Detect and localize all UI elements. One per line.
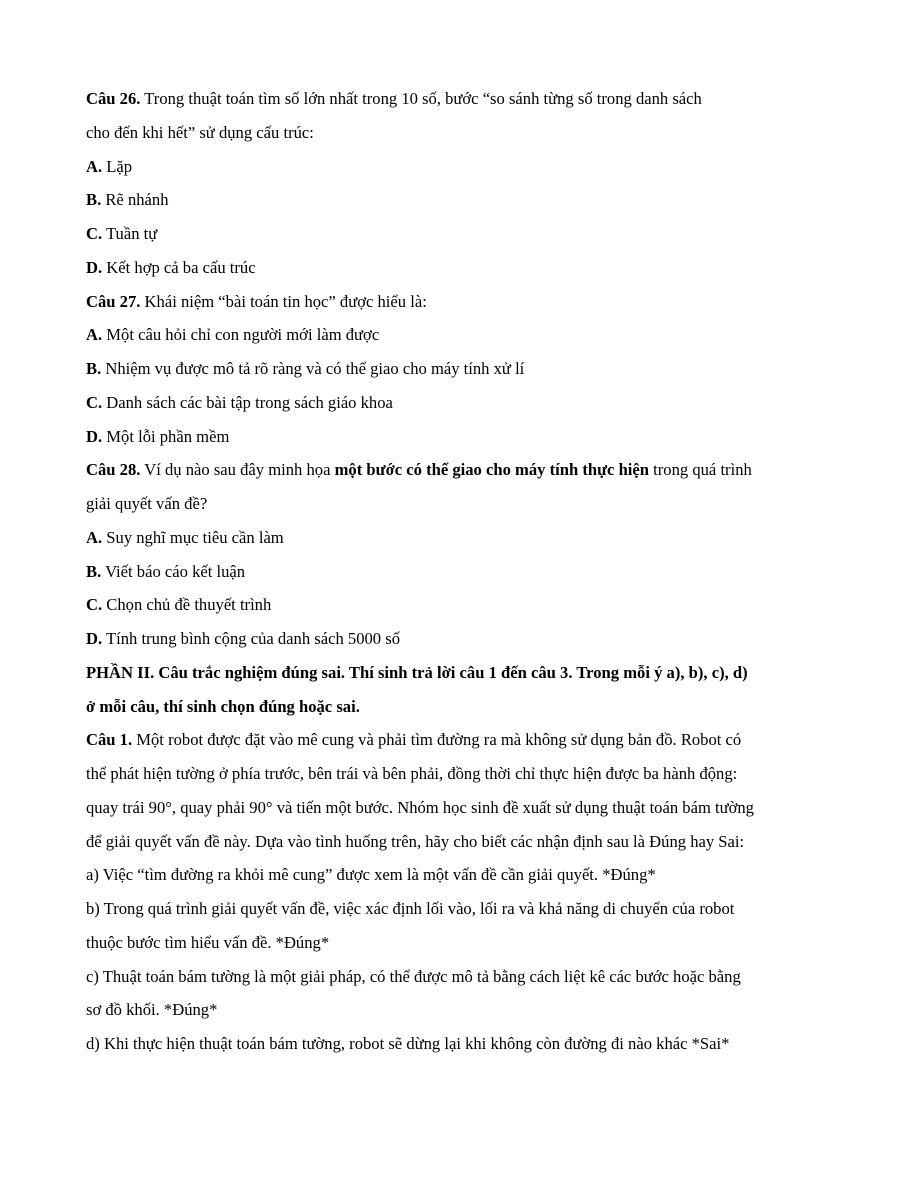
q27-stem-text-1: Khái niệm “bài toán tin học” được hiểu là: <box>140 291 427 311</box>
s2q1-item-c-line-1: c) Thuật toán bám tường là một giải pháp, có thể được mô tả bằng cách liệt kê các bước hoặc bằng <box>86 966 741 986</box>
option-text: Một câu hỏi chỉ con người mới làm được <box>102 325 380 345</box>
option-text: Tuần tự <box>102 224 158 243</box>
q28-option-b <box>86 559 886 593</box>
q27-label: Câu 27. <box>86 291 141 311</box>
document-page <box>86 86 886 1065</box>
option-letter: A. <box>86 325 103 345</box>
s2q1-stem-line-2: thể phát hiện tường ở phía trước, bên trái và bên phải, đồng thời chỉ thực hiện được ba hành động: <box>86 764 738 783</box>
s2q1-item-d: d) Khi thực hiện thuật toán bám tường, robot sẽ dừng lại khi không còn đường đi nào khác *Sai* <box>86 1034 730 1053</box>
q27-option-b <box>86 356 886 390</box>
q27-stem-line-1 <box>86 289 886 323</box>
option-text: Một lỗi phần mềm <box>102 426 230 446</box>
option-letter: C. <box>86 595 103 615</box>
option-letter: A. <box>86 527 103 547</box>
option-letter: B. <box>86 359 102 378</box>
q27-option-a <box>86 322 886 356</box>
option-letter: D. <box>86 257 103 277</box>
option-text: Rẽ nhánh <box>101 190 169 210</box>
option-letter: B. <box>86 561 102 581</box>
q26-stem-text-1: Trong thuật toán tìm số lớn nhất trong 10 số, bước “so sánh từng số trong danh sách <box>140 89 702 108</box>
q27-option-d <box>86 424 886 458</box>
section-2-heading-line-1: PHẦN II. Câu trắc nghiệm đúng sai. Thí sinh trả lời câu 1 đến câu 3. Trong mỗi ý a), b), c), d) <box>86 662 748 682</box>
q28-option-a <box>86 525 886 559</box>
q28-option-d <box>86 626 886 660</box>
q28-stem-post: trong quá trình <box>649 460 752 480</box>
q26-option-d <box>86 255 886 289</box>
q28-option-c <box>86 592 886 626</box>
option-text: Viết báo cáo kết luận <box>101 561 246 581</box>
s2q1-stem-line-3: quay trái 90°, quay phải 90° và tiến một bước. Nhóm học sinh đề xuất sử dụng thuật toán bám tường <box>86 797 754 817</box>
q28-stem-emphasis: một bước có thể giao cho máy tính thực hiện <box>334 460 650 480</box>
q28-stem-pre: Ví dụ nào sau đây minh họa <box>140 460 335 480</box>
s2q1-stem-text-1: Một robot được đặt vào mê cung và phải tìm đường ra mà không sử dụng bản đồ. Robot có <box>132 730 742 750</box>
q26-label: Câu 26. <box>86 89 141 108</box>
s2q1-item-b-line-2: thuộc bước tìm hiểu vấn đề. *Đúng* <box>86 932 330 952</box>
option-letter: C. <box>86 224 103 243</box>
s2q1-item-b-line-1: b) Trong quá trình giải quyết vấn đề, việc xác định lối vào, lối ra và khả năng di chuyển của robot <box>86 899 735 918</box>
q26-option-c <box>86 221 886 255</box>
q28-stem-line-1 <box>86 457 886 491</box>
option-letter: B. <box>86 190 102 210</box>
q27-option-c <box>86 390 886 424</box>
option-letter: A. <box>86 156 103 176</box>
q26-stem-line-1 <box>86 86 886 120</box>
q28-label: Câu 28. <box>86 460 141 480</box>
s2q1-label: Câu 1. <box>86 730 133 750</box>
option-letter: D. <box>86 426 103 446</box>
option-text: Danh sách các bài tập trong sách giáo khoa <box>102 392 393 412</box>
option-text: Kết hợp cả ba cấu trúc <box>102 257 256 277</box>
s2q1-item-c-line-2: sơ đồ khối. *Đúng* <box>86 1000 218 1020</box>
option-text: Lặp <box>102 156 133 176</box>
option-text: Nhiệm vụ được mô tả rõ ràng và có thể giao cho máy tính xử lí <box>101 359 525 378</box>
section-2-heading-line-2: ở mỗi câu, thí sinh chọn đúng hoặc sai. <box>86 696 360 716</box>
q26-stem-line-2: cho đến khi hết” sử dụng cấu trúc: <box>86 122 314 142</box>
s2q1-stem-line-4: để giải quyết vấn đề này. Dựa vào tình huống trên, hãy cho biết các nhận định sau là Đúng hay Sai: <box>86 831 745 851</box>
option-letter: C. <box>86 392 103 412</box>
s2q1-stem-line-1 <box>86 727 886 761</box>
s2q1-item-a: a) Việc “tìm đường ra khỏi mê cung” được xem là một vấn đề cần giải quyết. *Đúng* <box>86 865 656 885</box>
q26-option-b <box>86 187 886 221</box>
option-text: Tính trung bình cộng của danh sách 5000 số <box>102 629 401 648</box>
option-letter: D. <box>86 629 103 648</box>
option-text: Suy nghĩ mục tiêu cần làm <box>102 527 284 547</box>
q26-option-a <box>86 154 886 188</box>
option-text: Chọn chủ đề thuyết trình <box>102 595 272 615</box>
q28-stem-line-2: giải quyết vấn đề? <box>86 494 208 513</box>
